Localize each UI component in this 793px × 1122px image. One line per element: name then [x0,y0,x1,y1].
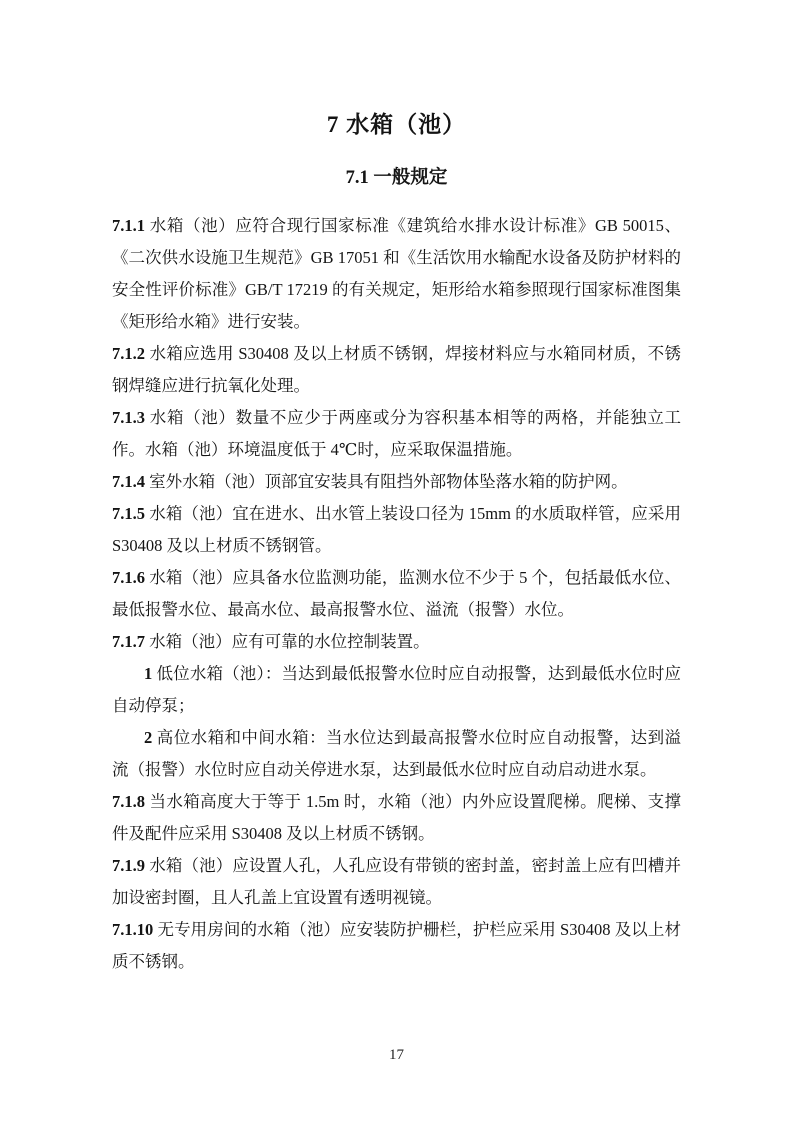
clause-number: 1 [144,664,153,683]
clause-number: 7.1.7 [112,632,145,651]
clause-7.1.2: 7.1.2 水箱应选用 S30408 及以上材质不锈钢，焊接材料应与水箱同材质，不锈钢焊缝应进行抗氧化处理。 [112,344,681,395]
clause-number: 7.1.2 [112,344,145,363]
clause-number: 7.1.10 [112,920,154,939]
clause-number: 7.1.4 [112,472,145,491]
clause-7.1.3: 7.1.3 水箱（池）数量不应少于两座或分为容积基本相等的两格，并能独立工作。水箱（池）环境温度低于 4℃时，应采取保温措施。 [112,408,681,459]
clause-7.1.5: 7.1.5 水箱（池）宜在进水、出水管上装设口径为 15mm 的水质取样管，应采用 S30408 及以上材质不锈钢管。 [112,504,681,555]
clause-number: 7.1.6 [112,568,145,587]
clause-7.1.7-item-1: 1 低位水箱（池）：当达到最低报警水位时应自动报警，达到最低水位时应自动停泵； [112,664,681,715]
clause-7.1.10: 7.1.10 无专用房间的水箱（池）应安装防护栅栏，护栏应采用 S30408 及以上材质不锈钢。 [112,920,681,971]
page-number: 17 [389,1047,404,1063]
clause-number: 7.1.3 [112,408,145,427]
section-heading: 7.1 一般规定 [345,168,448,188]
clause-number: 2 [144,728,153,747]
clause-7.1.4: 7.1.4 室外水箱（池）顶部宜安装具有阻挡外部物体坠落水箱的防护网。 [112,472,628,491]
chapter-title: 7 水箱（池） [326,112,467,137]
clause-7.1.7: 7.1.7 水箱（池）应有可靠的水位控制装置。 [112,632,430,651]
clause-7.1.6: 7.1.6 水箱（池）应具备水位监测功能，监测水位不少于 5 个，包括最低水位、最低报警水位、最高水位、最高报警水位、溢流（报警）水位。 [112,568,681,619]
clause-7.1.7-item-2: 2 高位水箱和中间水箱：当水位达到最高报警水位时应自动报警，达到溢流（报警）水位时应自动关停进水泵，达到最低水位时应自动启动进水泵。 [112,728,681,779]
clause-number: 7.1.5 [112,504,145,523]
clause-number: 7.1.9 [112,856,145,875]
clause-number: 7.1.1 [112,216,145,235]
clause-number: 7.1.8 [112,792,145,811]
clause-7.1.8: 7.1.8 当水箱高度大于等于 1.5m 时，水箱（池）内外应设置爬梯。爬梯、支撑件及配件应采用 S30408 及以上材质不锈钢。 [112,792,681,843]
clause-7.1.9: 7.1.9 水箱（池）应设置人孔，人孔应设有带锁的密封盖，密封盖上应有凹槽并加设密封圈，且人孔盖上宜设置有透明视镜。 [112,856,681,907]
clause-7.1.1: 7.1.1 水箱（池）应符合现行国家标准《建筑给水排水设计标准》GB 50015、《二次供水设施卫生规范》GB 17051 和《生活饮用水输配水设备及防护材料的安全性评价标准》GB/T 17219 的有关规定，矩形给水箱参照现行国家标准图集《矩形给水箱》进行安装。 [112,216,681,331]
clauses-list [112,210,681,978]
